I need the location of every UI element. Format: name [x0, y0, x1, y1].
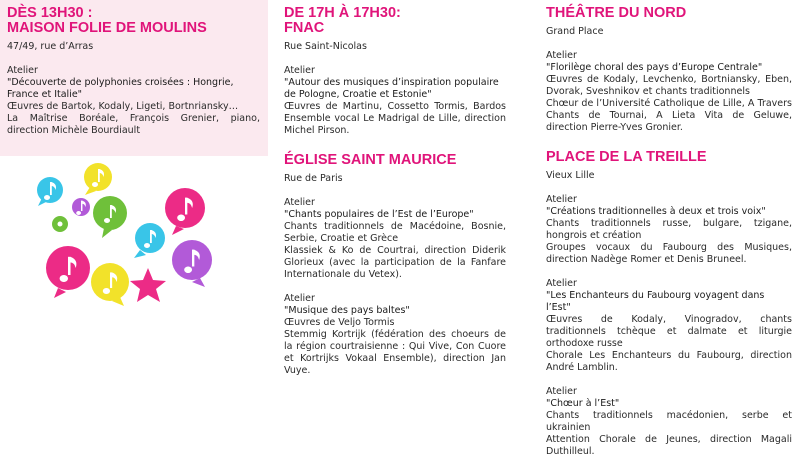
- atelier-performers: Stemmig Kortrijk (fédération des choeurs de la région courtraisienne : Qui Vive, Con Cuore et Kortrijks Vokaal Ensemble), direction Jan Vuye.: [284, 329, 506, 376]
- event-eglise-saint-maurice: [284, 153, 506, 377]
- column-middle: [284, 0, 506, 391]
- bubble-yellow-large: [91, 263, 129, 306]
- bubble-green-large: [93, 196, 127, 238]
- atelier-label: Atelier: [284, 197, 315, 208]
- venue-title: THÉÂTRE DU NORD: [546, 5, 687, 21]
- bubble-cyan-medium: [134, 223, 165, 258]
- atelier-title: "Les Enchanteurs du Faubourg voyagent dans l’Est": [546, 290, 765, 313]
- atelier-title: "Chants populaires de l’Est de l’Europe": [284, 209, 474, 220]
- venue-address: Grand Place: [546, 26, 604, 37]
- atelier-label: Atelier: [546, 386, 577, 397]
- bubble-purple-small: [72, 198, 90, 216]
- atelier-title: "Florilège choral des pays d’Europe Centrale": [546, 62, 763, 73]
- atelier-performers: Klassiek & Ko de Courtrai, direction Diderik Glorieux (avec la participation de la Fanfare Internationale du Vetex).: [284, 245, 506, 280]
- atelier-performers: Chorale Les Enchanteurs du Faubourg, direction André Lamblin.: [546, 350, 792, 373]
- atelier-label: Atelier: [546, 278, 577, 289]
- event-box-maison-folie: [0, 0, 268, 156]
- event-time-title: DE 17H À 17H30:: [284, 5, 401, 21]
- atelier-label: Atelier: [284, 293, 315, 304]
- event-place-de-la-treille: [546, 150, 792, 458]
- venue-address: Vieux Lille: [546, 170, 595, 181]
- bubble-purple-large: [172, 240, 212, 287]
- atelier-description: Œuvres de Martinu, Cossetto Tormis, Bardos Ensemble vocal Le Madrigal de Lille, direction Michel Pirson.: [284, 101, 506, 136]
- atelier-label: Atelier: [7, 65, 38, 76]
- venue-title: FNAC: [284, 20, 325, 36]
- atelier-title: "Autour des musiques d’inspiration populaire de Pologne, Croatie et Estonie": [284, 77, 499, 100]
- star-pink: [130, 268, 166, 302]
- music-note-speech-bubbles-icon: [30, 150, 230, 315]
- venue-title: ÉGLISE SAINT MAURICE: [284, 152, 457, 168]
- atelier-performers: Groupes vocaux du Faubourg des Musiques, direction Nadège Romer et Denis Bruneel.: [546, 242, 792, 265]
- bubble-green-small: [52, 216, 68, 232]
- bubble-pink-top: [165, 188, 205, 235]
- bubble-cyan-small: [37, 177, 63, 206]
- atelier-works: Œuvres de Veljo Tormis: [284, 317, 395, 328]
- atelier-works: Œuvres de Kodaly, Levchenko, Bortniansky, Eben, Dvorak, Sveshnikov et chants traditionnels: [546, 74, 792, 97]
- atelier-label: Atelier: [546, 50, 577, 61]
- event-time-title: DÈS 13H30 :: [7, 5, 93, 21]
- venue-address: Rue de Paris: [284, 173, 343, 184]
- atelier-title: "Chœur à l’Est": [546, 398, 620, 409]
- venue-address: Rue Saint-Nicolas: [284, 41, 367, 52]
- column-right: [546, 0, 792, 472]
- column-left: [0, 0, 268, 156]
- venue-title: MAISON FOLIE DE MOULINS: [7, 20, 207, 36]
- atelier-works: Chants traditionnels de Macédoine, Bosnie, Serbie, Croatie et Grèce: [284, 221, 506, 244]
- event-theatre-du-nord: [546, 0, 792, 134]
- atelier-label: Atelier: [546, 194, 577, 205]
- event-fnac: [284, 0, 506, 137]
- atelier-performers: Attention Chorale de Jeunes, direction Magali Duthilleul.: [546, 434, 792, 457]
- atelier-works: Chants traditionnels russe, bulgare, tzigane, hongrois et création: [546, 218, 792, 241]
- atelier-performers: Chœur de l’Université Catholique de Lille, A Travers Chants de Tournai, A Lieta Vita de Geluwe, direction Pierre-Yves Gronier.: [546, 98, 792, 133]
- atelier-title: "Musique des pays baltes": [284, 305, 410, 316]
- venue-address: 47/49, rue d’Arras: [7, 41, 94, 52]
- atelier-works: Œuvres de Kodaly, Vinogradov, chants traditionnels tchèque et dalmate et liturgie orthodoxe russe: [546, 314, 792, 349]
- atelier-title: "Découverte de polyphonies croisées : Hongrie, France et Italie": [7, 77, 234, 100]
- bubble-pink-large: [46, 246, 90, 298]
- atelier-performers: La Maîtrise Boréale, François Grenier, piano, direction Michèle Bourdiault: [7, 113, 260, 136]
- atelier-title: "Créations traditionnelles à deux et trois voix": [546, 206, 766, 217]
- venue-title: PLACE DE LA TREILLE: [546, 149, 707, 165]
- atelier-works: Chants traditionnels macédonien, serbe et ukrainien: [546, 410, 792, 433]
- bubble-yellow-small: [84, 163, 112, 195]
- atelier-works: Œuvres de Bartok, Kodaly, Ligeti, Bortnriansky…: [7, 101, 239, 112]
- atelier-label: Atelier: [284, 65, 315, 76]
